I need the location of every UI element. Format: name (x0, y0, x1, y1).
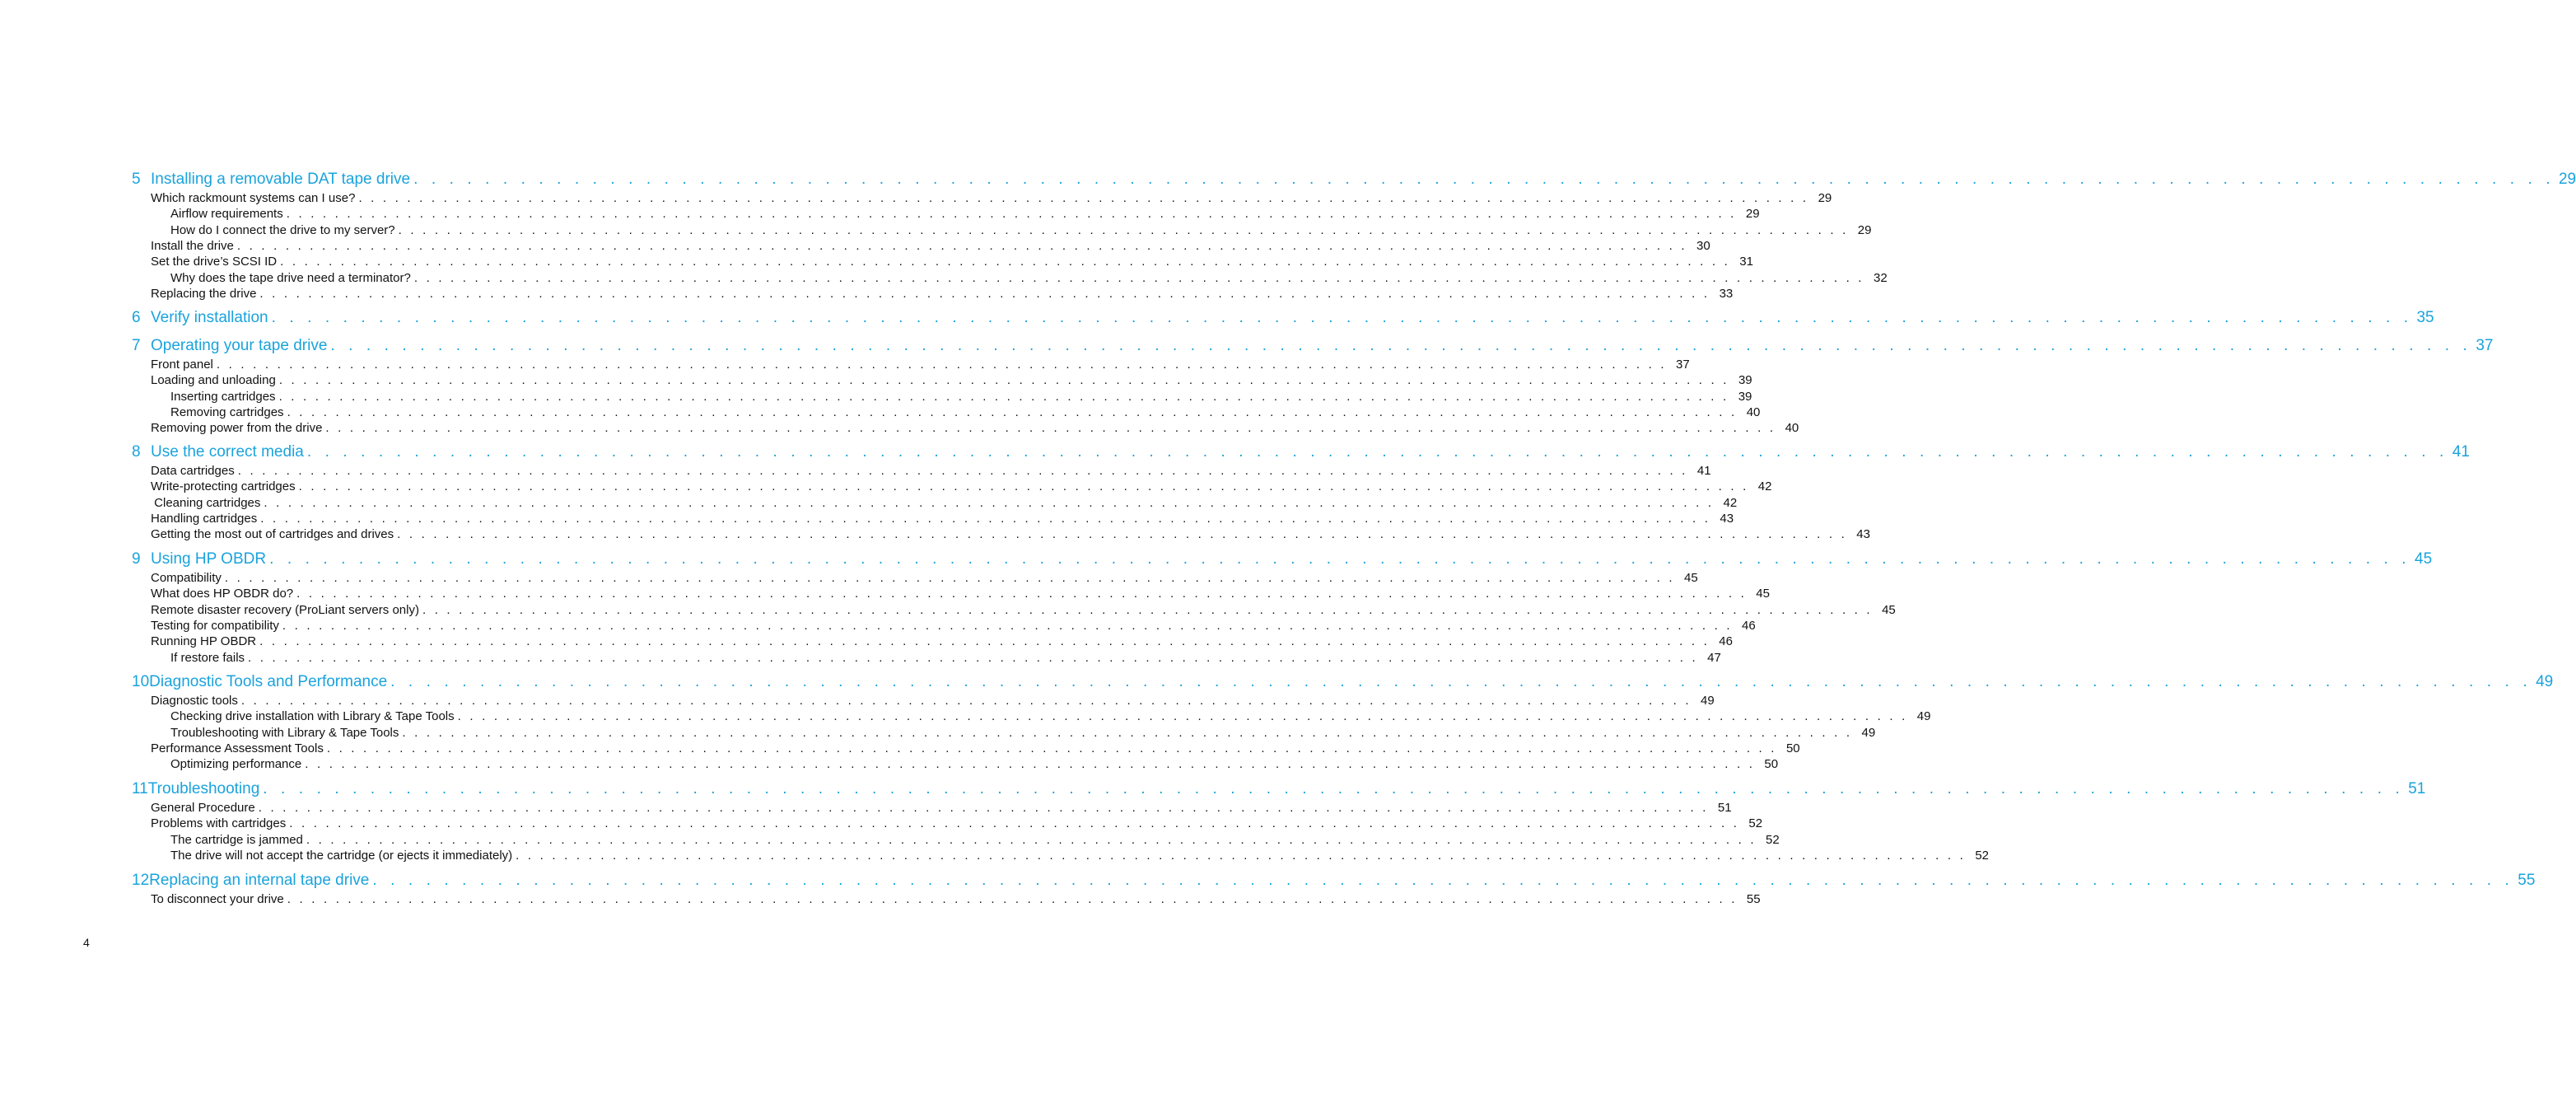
section-title: Loading and unloading (151, 373, 276, 388)
section-page-number: 30 (1696, 238, 1710, 253)
section-page-number: 31 (1739, 255, 1753, 269)
chapter-entry[interactable] (132, 307, 2434, 329)
dot-leader: . . . . . . . . . . . . . . . . . . . . . . . . . . . . . . . . . . . . . . . . . . . . . . . . . . . . . . . . . . . . . . . . . . . . . . . . . . . . . . . . . . . . . . . . . . . . . . . . . . . . . . . . . . . . . . . . . . . . . . . . (298, 479, 1749, 494)
section-entry[interactable] (151, 463, 1711, 479)
dot-leader: . . . . . . . . . . . . . . . . . . . . . . . . . . . . . . . . . . . . . . . . . . . . . . . . . . . . . . . . . . . . . . . . . . . . . . . . . . . . . . . . . . . . . . . . . . . . . . . . . . . . . . . . . . . . . . . . . . . . . . . . (287, 405, 1738, 419)
section-page-number: 50 (1764, 757, 1779, 772)
dot-leader: . . . . . . . . . . . . . . . . . . . . . . . . . . . . . . . . . . . . . . . . . . . . . . . . . . . . . . . . . . . . . . . . . . . . . . . . . . . . . . . . . . . . . . . . . . . . . . . . . . . . . . . . . . . . . . . . . . . . . . . . (278, 373, 1729, 388)
subsection-entry[interactable] (170, 206, 1760, 222)
chapter-number: 10 (132, 673, 150, 690)
section-title: If restore fails (170, 650, 245, 665)
dot-leader: . . . . . . . . . . . . . . . . . . . . . . . . . . . . . . . . . . . . . . . . . . . . . . . . . . . . . . . . . . . . . . . . . . . . . . . . . . . . . . . . . . . . . . . . . . . . . . . . . . . . . . . . . . . . . . . . . . . . . . . . (282, 618, 1733, 633)
section-title: Why does the tape drive need a terminator? (170, 270, 411, 285)
section-title: Performance Assessment Tools (151, 741, 324, 755)
dot-leader: . . . . . . . . . . . . . . . . . . . . . . . . . . . . . . . . . . . . . . . . . . . . . . . . . . . . . . . . . . . . . . . . . . . . . . . . . . . . . . . . . . . . . . . . . . . . . . . . . . . . . . . . . . . . . . . . . . . . . . . . (457, 709, 1908, 724)
dot-leader: . . . . . . . . . . . . . . . . . . . . . . . . . . . . . . . . . . . . . . . . . . . . . . . . . . . . . . . . . . . . . . . . . . . . . . . . . . . . . . . . . . . . . . . . . . . . . . . . . . . . . . . . . . . . . . . . . . . . . . . . (402, 725, 1853, 740)
section-page-number: 49 (1701, 694, 1715, 708)
chapter-page-number: 45 (2415, 550, 2433, 568)
subsection-entry[interactable] (170, 270, 1888, 286)
section-title: Install the drive (151, 238, 234, 253)
dot-leader: . . . . . . . . . . . . . . . . . . . . . . . . . . . . . . . . . . . . . . . . . . . . . . . . . . . . . . . . . . . . . . . . . . . . . . . . . . . . . . . . . . . . . . . . . . . . . . . . . . . . . . . . . . . . . . . . . . . . . . . . (306, 443, 2448, 461)
dot-leader: . . . . . . . . . . . . . . . . . . . . . . . . . . . . . . . . . . . . . . . . . . . . . . . . . . . . . . . . . . . . . . . . . . . . . . . . . . . . . . . . . . . . . . . . . . . . . . . . . . . . . . . . . . . . . . . . . . . . . . . . (258, 801, 1709, 815)
section-page-number: 39 (1738, 389, 1752, 404)
dot-leader: . . . . . . . . . . . . . . . . . . . . . . . . . . . . . . . . . . . . . . . . . . . . . . . . . . . . . . . . . . . . . . . . . . . . . . . . . . . . . . . . . . . . . . . . . . . . . . . . . . . . . . . . . . . . . . . . . . . . . . . . (422, 602, 1873, 617)
section-page-number: 37 (1676, 358, 1690, 372)
section-title: Remote disaster recovery (ProLiant servers only) (151, 602, 419, 617)
section-page-number: 29 (1745, 207, 1760, 222)
section-page-number: 43 (1856, 527, 1870, 542)
dot-leader: . . . . . . . . . . . . . . . . . . . . . . . . . . . . . . . . . . . . . . . . . . . . . . . . . . . . . . . . . . . . . . . . . . . . . . . . . . . . . . . . . . . . . . . . . . . . . . . . . . . . . . . . . . . . . . . . . . . . . . . . (358, 191, 1809, 205)
chapter-number: 12 (132, 872, 150, 889)
chapter-number: 11 (132, 780, 148, 797)
chapter-page-number: 55 (2518, 872, 2536, 889)
section-title: To disconnect your drive (151, 892, 284, 906)
section-page-number: 42 (1723, 495, 1738, 510)
section-title: Problems with cartridges (151, 816, 287, 831)
subsection-entry[interactable] (170, 832, 1780, 848)
chapter-title: Operating your tape drive (151, 337, 328, 354)
dot-leader: . . . . . . . . . . . . . . . . . . . . . . . . . . . . . . . . . . . . . . . . . . . . . . . . . . . . . . . . . . . . . . . . . . . . . . . . . . . . . . . . . . . . . . . . . . . . . . . . . . . . . . . . . . . . . . . . . . . . . . . . (306, 832, 1757, 847)
section-page-number: 49 (1916, 709, 1931, 724)
dot-leader: . . . . . . . . . . . . . . . . . . . . . . . . . . . . . . . . . . . . . . . . . . . . . . . . . . . . . . . . . . . . . . . . . . . . . . . . . . . . . . . . . . . . . . . . . . . . . . . . . . . . . . . . . . . . . . . . . . . . . . . . (287, 892, 1738, 906)
section-page-number: 46 (1719, 634, 1733, 649)
dot-leader: . . . . . . . . . . . . . . . . . . . . . . . . . . . . . . . . . . . . . . . . . . . . . . . . . . . . . . . . . . . . . . . . . . . . . . . . . . . . . . . . . . . . . . . . . . . . . . . . . . . . . . . . . . . . . . . . . . . . . . . . (397, 527, 1847, 542)
section-title: Which rackmount systems can I use? (151, 191, 356, 205)
section-page-number: 52 (1748, 816, 1763, 831)
section-entry[interactable] (151, 495, 1738, 511)
subsection-entry[interactable] (170, 650, 1721, 666)
section-page-number: 45 (1756, 587, 1770, 601)
dot-leader: . . . . . . . . . . . . . . . . . . . . . . . . . . . . . . . . . . . . . . . . . . . . . . . . . . . . . . . . . . . . . . . . . . . . . . . . . . . . . . . . . . . . . . . . . . . . . . . . . . . . . . . . . . . . . . . . . . . . . . . . (413, 171, 2555, 188)
section-page-number: 41 (1696, 464, 1711, 478)
chapter-number: 7 (132, 337, 141, 354)
chapter-page-number: 49 (2536, 673, 2554, 690)
section-entry[interactable] (151, 800, 1732, 816)
dot-leader: . . . . . . . . . . . . . . . . . . . . . . . . . . . . . . . . . . . . . . . . . . . . . . . . . . . . . . . . . . . . . . . . . . . . . . . . . . . . . . . . . . . . . . . . . . . . . . . . . . . . . . . . . . . . . . . . . . . . . . . . (296, 587, 1747, 601)
dot-leader: . . . . . . . . . . . . . . . . . . . . . . . . . . . . . . . . . . . . . . . . . . . . . . . . . . . . . . . . . . . . . . . . . . . . . . . . . . . . . . . . . . . . . . . . . . . . . . . . . . . . . . . . . . . . . . . . . . . . . . . . (269, 550, 2411, 568)
section-title: Compatibility (151, 571, 222, 585)
section-title: Data cartridges (151, 464, 235, 478)
dot-leader: . . . . . . . . . . . . . . . . . . . . . . . . . . . . . . . . . . . . . . . . . . . . . . . . . . . . . . . . . . . . . . . . . . . . . . . . . . . . . . . . . . . . . . . . . . . . . . . . . . . . . . . . . . . . . . . . . . . . . . . . (271, 309, 2413, 326)
section-page-number: 39 (1738, 373, 1752, 388)
section-entry[interactable] (151, 693, 1715, 708)
dot-leader: . . . . . . . . . . . . . . . . . . . . . . . . . . . . . . . . . . . . . . . . . . . . . . . . . . . . . . . . . . . . . . . . . . . . . . . . . . . . . . . . . . . . . . . . . . . . . . . . . . . . . . . . . . . . . . . . . . . . . . . . (413, 270, 1864, 285)
section-title: Handling cartridges (151, 511, 258, 526)
chapter-title: Use the correct media (151, 443, 304, 461)
dot-leader: . . . . . . . . . . . . . . . . . . . . . . . . . . . . . . . . . . . . . . . . . . . . . . . . . . . . . . . . . . . . . . . . . . . . . . . . . . . . . . . . . . . . . . . . . . . . . . . . . . . . . . . . . . . . . . . . . . . . . . . . (372, 872, 2514, 889)
subsection-entry[interactable] (170, 405, 1761, 420)
section-page-number: 55 (1746, 892, 1761, 906)
section-title: The cartridge is jammed (170, 832, 303, 847)
dot-leader: . . . . . . . . . . . . . . . . . . . . . . . . . . . . . . . . . . . . . . . . . . . . . . . . . . . . . . . . . . . . . . . . . . . . . . . . . . . . . . . . . . . . . . . . . . . . . . . . . . . . . . . . . . . . . . . . . . . . . . . . (224, 571, 1675, 585)
dot-leader: . . . . . . . . . . . . . . . . . . . . . . . . . . . . . . . . . . . . . . . . . . . . . . . . . . . . . . . . . . . . . . . . . . . . . . . . . . . . . . . . . . . . . . . . . . . . . . . . . . . . . . . . . . . . . . . . . . . . . . . . (280, 255, 1730, 269)
chapter-page-number: 37 (2476, 337, 2494, 354)
section-title: General Procedure (151, 801, 255, 815)
subsection-entry[interactable] (170, 725, 1876, 741)
chapter-entry[interactable] (132, 549, 2433, 570)
chapter-number: 5 (132, 171, 141, 188)
section-entry[interactable] (151, 618, 1756, 634)
dot-leader: . . . . . . . . . . . . . . . . . . . . . . . . . . . . . . . . . . . . . . . . . . . . . . . . . . . . . . . . . . . . . . . . . . . . . . . . . . . . . . . . . . . . . . . . . . . . . . . . . . . . . . . . . . . . . . . . . . . . . . . . (325, 421, 1776, 436)
section-entry[interactable] (151, 190, 1832, 206)
section-entry[interactable] (151, 816, 1763, 831)
section-entry[interactable] (151, 238, 1710, 254)
section-entry[interactable] (151, 420, 1799, 436)
section-entry[interactable] (151, 586, 1770, 601)
section-page-number: 52 (1766, 832, 1780, 847)
section-entry[interactable] (151, 511, 1734, 526)
section-page-number: 47 (1707, 650, 1721, 665)
section-title: What does HP OBDR do? (151, 587, 294, 601)
dot-leader: . . . . . . . . . . . . . . . . . . . . . . . . . . . . . . . . . . . . . . . . . . . . . . . . . . . . . . . . . . . . . . . . . . . . . . . . . . . . . . . . . . . . . . . . . . . . . . . . . . . . . . . . . . . . . . . . . . . . . . . . (330, 337, 2472, 354)
subsection-entry[interactable] (170, 222, 1872, 238)
section-page-number: 40 (1746, 405, 1761, 419)
chapter-entry[interactable] (132, 169, 2576, 190)
subsection-entry[interactable] (170, 389, 1752, 405)
chapter-title: Troubleshooting (147, 780, 260, 797)
dot-leader: . . . . . . . . . . . . . . . . . . . . . . . . . . . . . . . . . . . . . . . . . . . . . . . . . . . . . . . . . . . . . . . . . . . . . . . . . . . . . . . . . . . . . . . . . . . . . . . . . . . . . . . . . . . . . . . . . . . . . . . . (237, 464, 1688, 478)
section-page-number: 33 (1719, 286, 1734, 301)
chapter-number: 6 (132, 309, 141, 326)
chapter-title: Verify installation (151, 309, 268, 326)
section-page-number: 42 (1757, 479, 1772, 494)
section-entry[interactable] (151, 526, 1870, 542)
chapter-number: 9 (132, 550, 141, 568)
chapter-entry[interactable] (132, 671, 2554, 693)
section-page-number: 40 (1785, 421, 1799, 436)
section-entry[interactable] (151, 634, 1733, 649)
dot-leader: . . . . . . . . . . . . . . . . . . . . . . . . . . . . . . . . . . . . . . . . . . . . . . . . . . . . . . . . . . . . . . . . . . . . . . . . . . . . . . . . . . . . . . . . . . . . . . . . . . . . . . . . . . . . . . . . . . . . . . . . (248, 650, 1698, 665)
dot-leader: . . . . . . . . . . . . . . . . . . . . . . . . . . . . . . . . . . . . . . . . . . . . . . . . . . . . . . . . . . . . . . . . . . . . . . . . . . . . . . . . . . . . . . . . . . . . . . . . . . . . . . . . . . . . . . . . . . . . . . . . (236, 238, 1687, 253)
chapter-entry[interactable] (132, 779, 2426, 800)
dot-leader: . . . . . . . . . . . . . . . . . . . . . . . . . . . . . . . . . . . . . . . . . . . . . . . . . . . . . . . . . . . . . . . . . . . . . . . . . . . . . . . . . . . . . . . . . . . . . . . . . . . . . . . . . . . . . . . . . . . . . . . . (289, 816, 1740, 831)
dot-leader: . . . . . . . . . . . . . . . . . . . . . . . . . . . . . . . . . . . . . . . . . . . . . . . . . . . . . . . . . . . . . . . . . . . . . . . . . . . . . . . . . . . . . . . . . . . . . . . . . . . . . . . . . . . . . . . . . . . . . . . . (278, 389, 1729, 404)
section-page-number: 52 (1975, 848, 1989, 863)
section-entry[interactable] (151, 602, 1896, 618)
section-title: Troubleshooting with Library & Tape Tools (170, 725, 399, 740)
dot-leader: . . . . . . . . . . . . . . . . . . . . . . . . . . . . . . . . . . . . . . . . . . . . . . . . . . . . . . . . . . . . . . . . . . . . . . . . . . . . . . . . . . . . . . . . . . . . . . . . . . . . . . . . . . . . . . . . . . . . . . . . (216, 358, 1667, 372)
section-page-number: 29 (1857, 222, 1872, 237)
section-title: Replacing the drive (151, 286, 257, 301)
section-page-number: 49 (1861, 725, 1876, 740)
dot-leader: . . . . . . . . . . . . . . . . . . . . . . . . . . . . . . . . . . . . . . . . . . . . . . . . . . . . . . . . . . . . . . . . . . . . . . . . . . . . . . . . . . . . . . . . . . . . . . . . . . . . . . . . . . . . . . . . . . . . . . . . (286, 207, 1737, 222)
chapter-page-number: 35 (2416, 309, 2434, 326)
section-title: Optimizing performance (170, 757, 302, 772)
section-entry[interactable] (151, 741, 1800, 756)
dot-leader: . . . . . . . . . . . . . . . . . . . . . . . . . . . . . . . . . . . . . . . . . . . . . . . . . . . . . . . . . . . . . . . . . . . . . . . . . . . . . . . . . . . . . . . . . . . . . . . . . . . . . . . . . . . . . . . . . . . . . . . . (240, 694, 1692, 708)
section-title: Getting the most out of cartridges and drives (151, 527, 394, 542)
chapter-page-number: 41 (2452, 443, 2470, 461)
section-page-number: 51 (1717, 801, 1732, 815)
section-title: Testing for compatibility (151, 618, 279, 633)
chapter-number: 8 (132, 443, 141, 461)
section-page-number: 50 (1785, 741, 1800, 755)
page-number: 4 (83, 936, 90, 949)
chapter-title: Diagnostic Tools and Performance (149, 673, 388, 690)
dot-leader: . . . . . . . . . . . . . . . . . . . . . . . . . . . . . . . . . . . . . . . . . . . . . . . . . . . . . . . . . . . . . . . . . . . . . . . . . . . . . . . . . . . . . . . . . . . . . . . . . . . . . . . . . . . . . . . . . . . . . . . . (263, 780, 2405, 797)
section-title: Inserting cartridges (170, 389, 276, 404)
section-entry[interactable] (151, 286, 1734, 302)
chapter-title: Replacing an internal tape drive (149, 872, 370, 889)
dot-leader: . . . . . . . . . . . . . . . . . . . . . . . . . . . . . . . . . . . . . . . . . . . . . . . . . . . . . . . . . . . . . . . . . . . . . . . . . . . . . . . . . . . . . . . . . . . . . . . . . . . . . . . . . . . . . . . . . . . . . . . . (260, 511, 1711, 526)
section-entry[interactable] (151, 357, 1690, 372)
dot-leader: . . . . . . . . . . . . . . . . . . . . . . . . . . . . . . . . . . . . . . . . . . . . . . . . . . . . . . . . . . . . . . . . . . . . . . . . . . . . . . . . . . . . . . . . . . . . . . . . . . . . . . . . . . . . . . . . . . . . . . . . (259, 634, 1710, 649)
section-title: Airflow requirements (170, 207, 283, 222)
dot-leader: . . . . . . . . . . . . . . . . . . . . . . . . . . . . . . . . . . . . . . . . . . . . . . . . . . . . . . . . . . . . . . . . . . . . . . . . . . . . . . . . . . . . . . . . . . . . . . . . . . . . . . . . . . . . . . . . . . . . . . . . (264, 495, 1715, 510)
section-title: Removing power from the drive (151, 421, 323, 436)
section-page-number: 32 (1873, 270, 1888, 285)
section-entry[interactable] (151, 570, 1698, 586)
chapter-entry[interactable] (132, 442, 2470, 463)
section-title: Front panel (151, 358, 213, 372)
dot-leader: . . . . . . . . . . . . . . . . . . . . . . . . . . . . . . . . . . . . . . . . . . . . . . . . . . . . . . . . . . . . . . . . . . . . . . . . . . . . . . . . . . . . . . . . . . . . . . . . . . . . . . . . . . . . . . . . . . . . . . . . (305, 757, 1756, 772)
section-title: The drive will not accept the cartridge (or ejects it immediately) (170, 848, 513, 863)
section-entry[interactable] (151, 891, 1761, 907)
dot-leader: . . . . . . . . . . . . . . . . . . . . . . . . . . . . . . . . . . . . . . . . . . . . . . . . . . . . . . . . . . . . . . . . . . . . . . . . . . . . . . . . . . . . . . . . . . . . . . . . . . . . . . . . . . . . . . . . . . . . . . . . (516, 848, 1966, 863)
section-page-number: 29 (1818, 191, 1832, 205)
dot-leader: . . . . . . . . . . . . . . . . . . . . . . . . . . . . . . . . . . . . . . . . . . . . . . . . . . . . . . . . . . . . . . . . . . . . . . . . . . . . . . . . . . . . . . . . . . . . . . . . . . . . . . . . . . . . . . . . . . . . . . . . (259, 286, 1710, 301)
section-page-number: 45 (1684, 571, 1698, 585)
chapter-title: Installing a removable DAT tape drive (151, 171, 411, 188)
section-page-number: 46 (1742, 618, 1756, 633)
section-title: Removing cartridges (170, 405, 284, 419)
chapter-entry[interactable] (132, 870, 2536, 891)
section-title: Checking drive installation with Library & Tape Tools (170, 709, 455, 724)
dot-leader: . . . . . . . . . . . . . . . . . . . . . . . . . . . . . . . . . . . . . . . . . . . . . . . . . . . . . . . . . . . . . . . . . . . . . . . . . . . . . . . . . . . . . . . . . . . . . . . . . . . . . . . . . . . . . . . . . . . . . . . . (390, 673, 2532, 690)
section-title: Write-protecting cartridges (151, 479, 296, 494)
section-entry[interactable] (151, 479, 1772, 494)
section-entry[interactable] (151, 254, 1753, 269)
section-title: How do I connect the drive to my server? (170, 222, 395, 237)
section-title: Cleaning cartridges (151, 495, 261, 510)
chapter-page-number: 51 (2408, 780, 2426, 797)
subsection-entry[interactable] (170, 848, 1989, 863)
dot-leader: . . . . . . . . . . . . . . . . . . . . . . . . . . . . . . . . . . . . . . . . . . . . . . . . . . . . . . . . . . . . . . . . . . . . . . . . . . . . . . . . . . . . . . . . . . . . . . . . . . . . . . . . . . . . . . . . . . . . . . . . (398, 222, 1849, 237)
chapter-title: Using HP OBDR (151, 550, 267, 568)
section-page-number: 45 (1882, 602, 1896, 617)
section-title: Running HP OBDR (151, 634, 257, 649)
section-title: Diagnostic tools (151, 694, 238, 708)
dot-leader: . . . . . . . . . . . . . . . . . . . . . . . . . . . . . . . . . . . . . . . . . . . . . . . . . . . . . . . . . . . . . . . . . . . . . . . . . . . . . . . . . . . . . . . . . . . . . . . . . . . . . . . . . . . . . . . . . . . . . . . . (326, 741, 1777, 755)
section-entry[interactable] (151, 372, 1752, 388)
subsection-entry[interactable] (170, 708, 1931, 724)
section-page-number: 43 (1720, 511, 1734, 526)
section-title: Set the drive’s SCSI ID (151, 255, 278, 269)
chapter-entry[interactable] (132, 335, 2494, 357)
chapter-page-number: 29 (2558, 171, 2576, 188)
subsection-entry[interactable] (170, 756, 1779, 772)
